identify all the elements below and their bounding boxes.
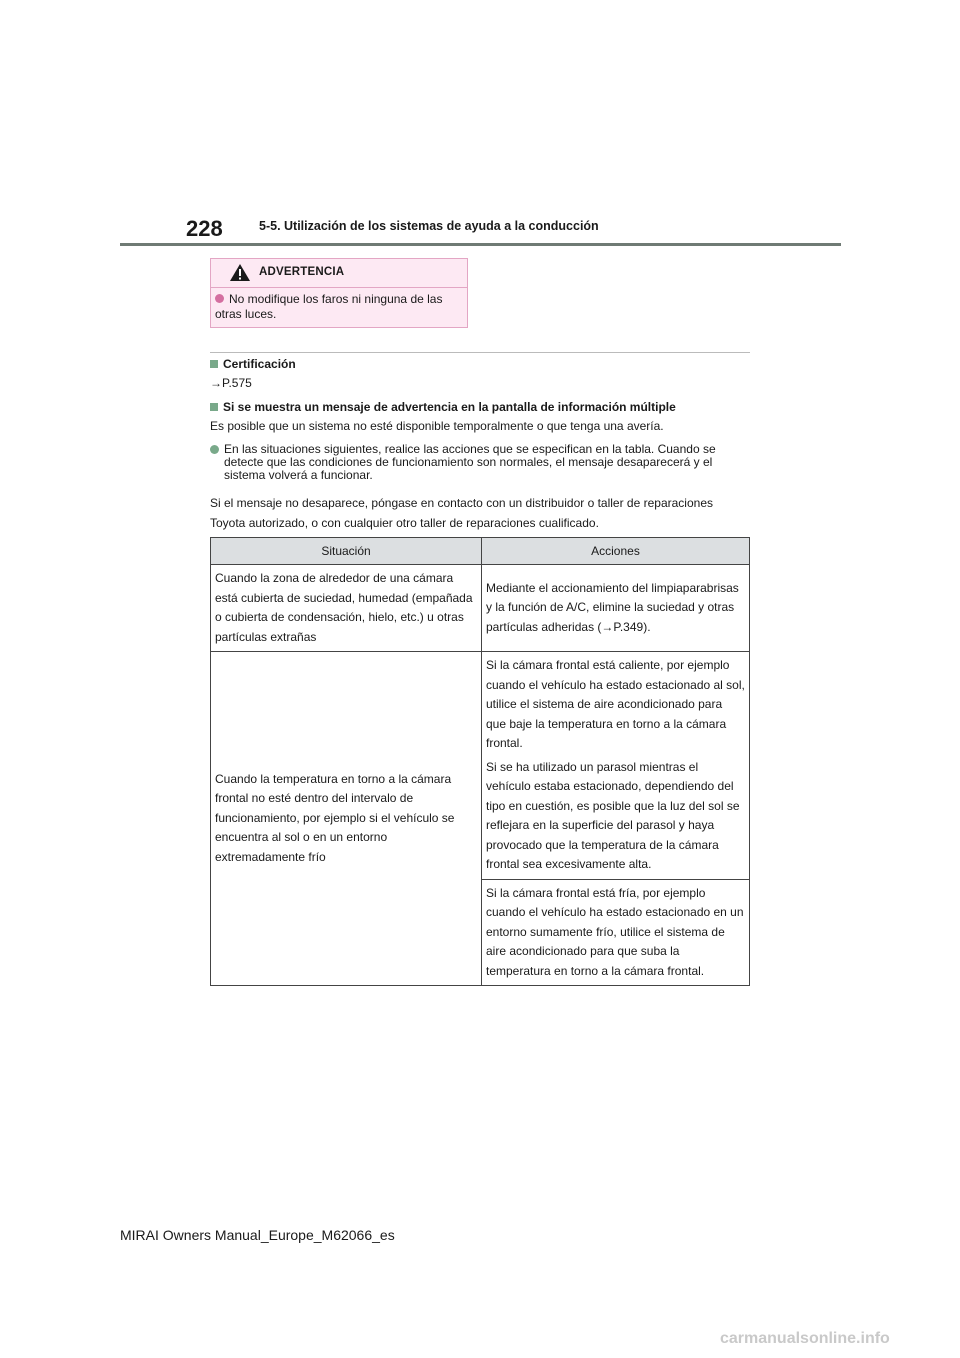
action-paragraph: Si se ha utilizado un parasol mientras el vehículo estaba estacionado, dependiendo del tipo en cuestión, es posible que la luz del sol se reflejara en la superficie del parasol y haya provocado que la temperatura de la cámara frontal sea excesivamente alta. bbox=[486, 759, 740, 871]
square-bullet-icon bbox=[210, 403, 218, 411]
action-paragraph: Si la cámara frontal está caliente, por ejemplo cuando el vehículo ha estado estacionado al sol, utilice el sistema de aire acondicionado para que baje la temperatura en torno a la cámara frontal. bbox=[486, 658, 745, 750]
situation-cell: Cuando la zona de alrededor de una cámara está cubierta de suciedad, humedad (empañada o cubierta de condensación, hielo, etc.) u otras partículas extrañas bbox=[211, 565, 482, 652]
action-cell bbox=[482, 652, 750, 880]
warning-item bbox=[215, 292, 463, 322]
warning-header bbox=[211, 259, 467, 288]
message-closing: Si el mensaje no desaparece, póngase en contacto con un distribuidor o taller de reparaciones Toyota autorizado, o con cualquier otro taller de reparaciones cualificado. bbox=[210, 496, 713, 530]
message-heading-text: Si se muestra un mensaje de advertencia en la pantalla de información múltiple bbox=[223, 400, 676, 414]
message-bullet bbox=[210, 443, 750, 482]
section-divider bbox=[210, 352, 750, 353]
table-row bbox=[211, 565, 750, 652]
warning-title: ADVERTENCIA bbox=[259, 266, 345, 278]
message-intro: Es posible que un sistema no esté disponible temporalmente o que tenga una avería. bbox=[210, 419, 664, 433]
watermark: carmanualsonline.info bbox=[720, 1330, 890, 1347]
warning-item-text: No modifique los faros ni ninguna de las otras luces. bbox=[215, 292, 443, 321]
warning-triangle-icon bbox=[229, 263, 251, 282]
page-number: 228 bbox=[186, 216, 223, 241]
header-rule bbox=[120, 243, 841, 246]
section-title: 5-5. Utilización de los sistemas de ayuda a la conducción bbox=[259, 219, 599, 233]
bullet-icon bbox=[215, 294, 224, 303]
table-header-situation: Situación bbox=[211, 538, 482, 565]
certification-heading-text: Certificación bbox=[223, 357, 296, 371]
warning-box bbox=[210, 258, 468, 328]
situation-table bbox=[210, 537, 750, 986]
action-cell: Mediante el accionamiento del limpiaparabrisas y la función de A/C, elimine la suciedad y otras partículas adheridas (→P.349). bbox=[482, 565, 750, 652]
certification-reference: →P.575 bbox=[210, 376, 252, 390]
round-bullet-icon bbox=[210, 445, 219, 454]
message-bullet-text: En las situaciones siguientes, realice las acciones que se especifican en la tabla. Cuando se detecte que las condiciones de funcionamiento son normales, el mensaje desaparecerá y el sistema volverá a funcionar. bbox=[224, 442, 716, 482]
table-row bbox=[211, 652, 750, 880]
certification-heading bbox=[210, 357, 750, 372]
table-header-actions: Acciones bbox=[482, 538, 750, 565]
table-header-row bbox=[211, 538, 750, 565]
footer-manual-id: MIRAI Owners Manual_Europe_M62066_es bbox=[120, 1227, 395, 1243]
square-bullet-icon bbox=[210, 360, 218, 368]
action-cell: Si la cámara frontal está fría, por ejemplo cuando el vehículo ha estado estacionado en un entorno sumamente frío, utilice el sistema de aire acondicionado para que suba la temperatura en torno a la cámara frontal. bbox=[482, 879, 750, 986]
message-heading bbox=[210, 400, 750, 415]
situation-cell: Cuando la temperatura en torno a la cámara frontal no esté dentro del intervalo de funcionamiento, por ejemplo si el vehículo se encuentra al sol o en un entorno extremadamente frío bbox=[211, 652, 482, 986]
